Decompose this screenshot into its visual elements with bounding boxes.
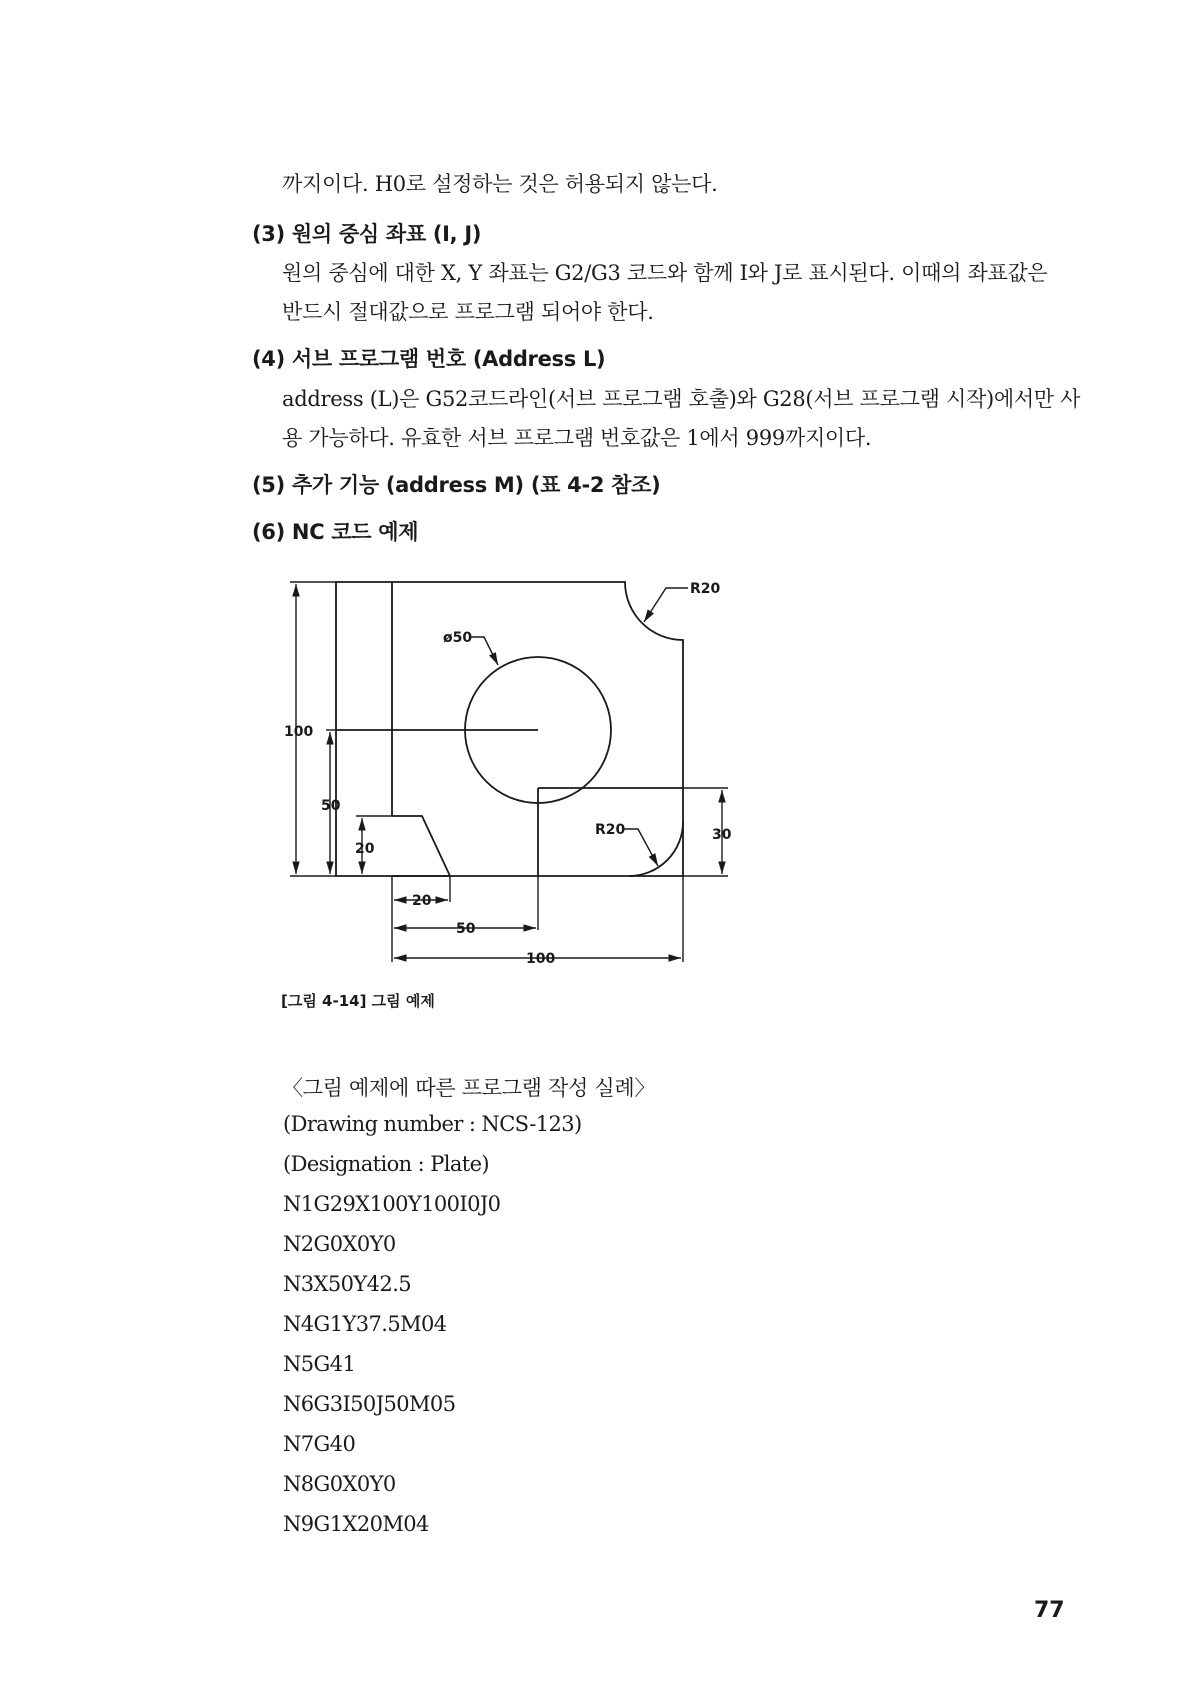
paragraph-line: 원의 중심에 대한 X, Y 좌표는 G2/G3 코드와 함께 I와 J로 표시된다. 이때의 좌표값은 (282, 261, 1048, 285)
program-line: (Drawing number : NCS-123) (283, 1112, 582, 1136)
leader-phi50 (470, 637, 498, 665)
program-line: N9G1X20M04 (283, 1512, 429, 1536)
inner-arc (629, 822, 683, 876)
program-line: N8G0X0Y0 (283, 1472, 396, 1496)
label-dim-50-v: 50 (321, 798, 341, 814)
section-heading-6: (6) NC 코드 예제 (252, 520, 419, 544)
paragraph-line: 용 가능하다. 유효한 서브 프로그램 번호값은 1에서 999까지이다. (282, 426, 872, 450)
program-line: N4G1Y37.5M04 (283, 1312, 447, 1336)
program-line: (Designation : Plate) (283, 1152, 490, 1176)
paragraph-line: 반드시 절대값으로 프로그램 되어야 한다. (282, 300, 654, 324)
section-heading-5: (5) 추가 기능 (address M) (표 4-2 참조) (252, 473, 661, 497)
leader-r20-inner (622, 829, 658, 866)
section-heading-4: (4) 서브 프로그램 번호 (Address L) (252, 347, 606, 371)
program-line: N2G0X0Y0 (283, 1232, 396, 1256)
label-dim-30-v: 30 (712, 827, 732, 843)
program-title: 〈그림 예제에 따른 프로그램 작성 실례〉 (282, 1076, 656, 1100)
program-line: N5G41 (283, 1352, 356, 1376)
paragraph-line: address (L)은 G52코드라인(서브 프로그램 호출)와 G28(서브 프로그램 시작)에서만 사 (282, 387, 1081, 411)
figure-caption: [그림 4-14] 그림 예제 (281, 992, 435, 1010)
plate-outline (336, 582, 683, 876)
leader-r20-top (644, 588, 688, 622)
text-line: 까지이다. H0로 설정하는 것은 허용되지 않는다. (282, 172, 718, 196)
program-line: N1G29X100Y100I0J0 (283, 1192, 501, 1216)
label-dim-100-h: 100 (526, 951, 556, 967)
program-line: N6G3I50J50M05 (283, 1392, 456, 1416)
page-number: 77 (1034, 1598, 1065, 1623)
label-r20-inner: R20 (595, 822, 626, 838)
section-heading-3: (3) 원의 중심 좌표 (I, J) (252, 222, 482, 246)
label-dim-100-v: 100 (284, 724, 314, 740)
label-phi50: ø50 (443, 630, 473, 646)
program-line: N7G40 (283, 1432, 356, 1456)
chamfer (392, 816, 450, 876)
label-dim-20-v: 20 (355, 841, 375, 857)
program-line: N3X50Y42.5 (283, 1272, 412, 1296)
label-dim-20-h: 20 (412, 893, 432, 909)
label-r20-top: R20 (690, 581, 721, 597)
label-dim-50-h: 50 (456, 921, 476, 937)
